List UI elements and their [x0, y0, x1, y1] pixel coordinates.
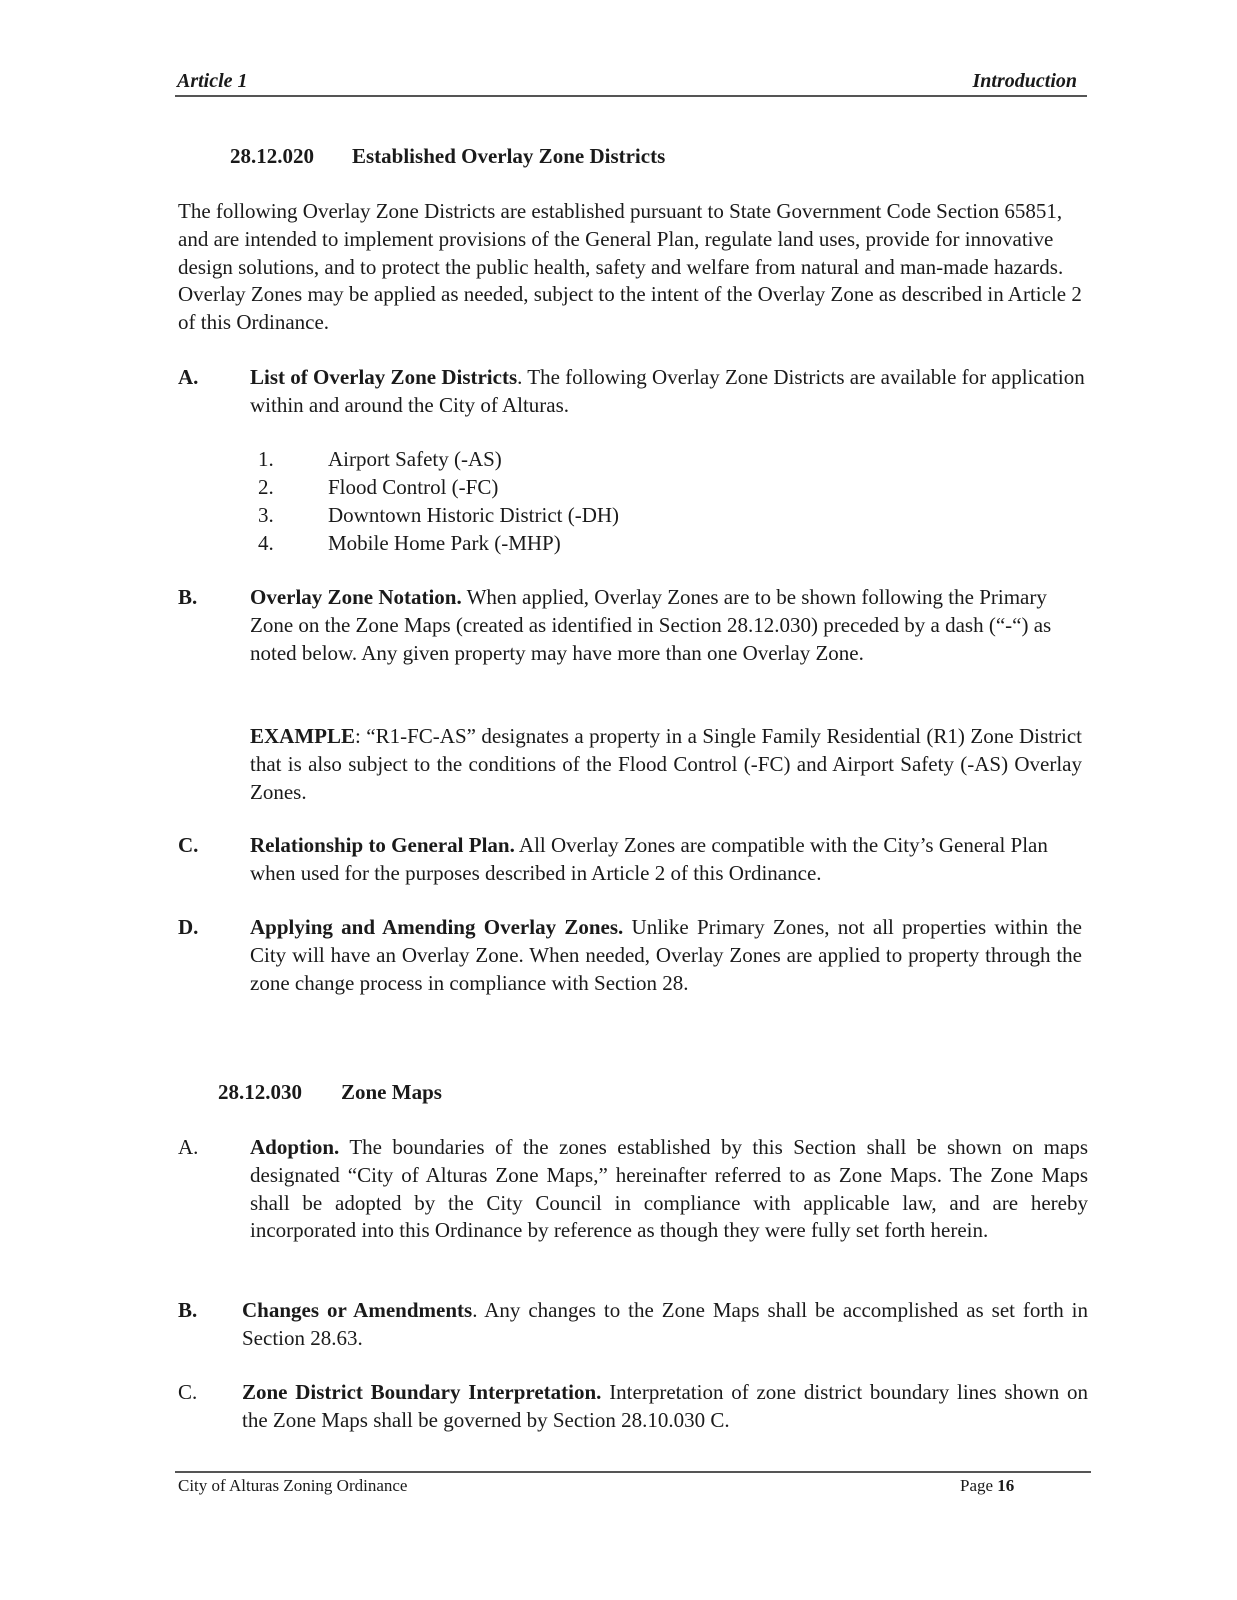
example-paragraph — [250, 723, 1082, 806]
section-heading-title: Established Overlay Zone Districts — [352, 144, 666, 168]
changes-paragraph — [242, 1297, 1088, 1353]
list-number: 3. — [258, 503, 274, 527]
page-number: 16 — [997, 1476, 1015, 1495]
intro-paragraph: The following Overlay Zone Districts are established pursuant to State Government Code Section 65851, and are intended to implement provisions of the General Plan, regulate land uses, provide for innovative design solutions, and to protect the public health, safety and welfare from natural and man-made hazards. Overlay Zones may be applied as needed, subject to the intent of the Overlay Zone as described in Article 2 of this Ordinance. — [178, 199, 1082, 335]
item-label: C. — [178, 1380, 198, 1404]
item-lead: Relationship to General Plan. — [250, 833, 515, 857]
adoption-paragraph — [250, 1134, 1088, 1245]
section-heading-number: 28.12.020 — [230, 144, 314, 168]
item-label: B. — [178, 585, 198, 609]
section-heading-number: 28.12.030 — [218, 1080, 302, 1104]
page-label: Page — [960, 1476, 994, 1495]
item-text: When applied, Overlay Zones are to be shown following the Primary Zone on the Zone Maps (created as identified in Section 28.12.030) preceded by a dash (“-“) as noted below. Any given property may have more than one Overlay Zone. — [250, 585, 1052, 665]
footer-title: City of Alturas Zoning Ordinance — [178, 1476, 408, 1495]
example-lead: EXAMPLE — [250, 724, 355, 748]
item-label: A. — [178, 365, 199, 389]
header-chapter: Introduction — [972, 70, 1077, 92]
list-number: 4. — [258, 531, 274, 555]
item-c-paragraph — [250, 832, 1080, 888]
item-label: B. — [178, 1298, 198, 1322]
item-a-paragraph — [250, 364, 1090, 420]
footer-page — [960, 1476, 1014, 1496]
item-lead: Overlay Zone Notation. — [250, 585, 462, 609]
list-item: Flood Control (-FC) — [328, 475, 499, 499]
item-label: A. — [178, 1135, 199, 1159]
item-text: Interpretation of zone district boundary lines shown on the Zone Maps shall be governed by Section 28.10.030 C. — [242, 1380, 1088, 1432]
item-text: . Any changes to the Zone Maps shall be accomplished as set forth in Section 28.63. — [242, 1298, 1089, 1350]
example-text: : “R1-FC-AS” designates a property in a Single Family Residential (R1) Zone District that is also subject to the conditions of the Flood Control (-FC) and Airport Safety (-AS) Overlay Zones. — [250, 724, 1082, 804]
footer-rule — [175, 1471, 1091, 1473]
item-text: All Overlay Zones are compatible with the City’s General Plan when used for the purposes described in Article 2 of this Ordinance. — [250, 833, 1048, 885]
boundary-paragraph — [242, 1379, 1088, 1435]
item-label: C. — [178, 833, 199, 857]
list-item: Downtown Historic District (-DH) — [328, 503, 620, 527]
item-d-paragraph — [250, 914, 1082, 997]
item-text: Unlike Primary Zones, not all properties within the City will have an Overlay Zone. When needed, Overlay Zones are applied to property through the zone change process in compliance with Section 28. — [250, 915, 1082, 995]
list-number: 2. — [258, 475, 274, 499]
item-b-paragraph — [250, 584, 1080, 667]
header-rule — [175, 95, 1087, 97]
item-lead: Changes or Amendments — [242, 1298, 473, 1322]
item-lead: List of Overlay Zone Districts — [250, 365, 518, 389]
item-text: . The following Overlay Zone Districts are available for application within and around the City of Alturas. — [250, 365, 1085, 417]
item-lead: Adoption. — [250, 1135, 340, 1159]
item-lead: Zone District Boundary Interpretation. — [242, 1380, 602, 1404]
item-text: The boundaries of the zones established by this Section shall be shown on maps designated “City of Alturas Zone Maps,” hereinafter referred to as Zone Maps. The Zone Maps shall be adopted by the City Council in compliance with applicable law, and are hereby incorporated into this Ordinance by reference as though they were fully set forth herein. — [250, 1135, 1088, 1243]
list-item: Airport Safety (-AS) — [328, 447, 502, 471]
item-label: D. — [178, 915, 199, 939]
section-heading-title: Zone Maps — [341, 1080, 442, 1104]
header-article: Article 1 — [177, 70, 248, 92]
list-number: 1. — [258, 447, 274, 471]
item-lead: Applying and Amending Overlay Zones. — [250, 915, 624, 939]
list-item: Mobile Home Park (-MHP) — [328, 531, 561, 555]
